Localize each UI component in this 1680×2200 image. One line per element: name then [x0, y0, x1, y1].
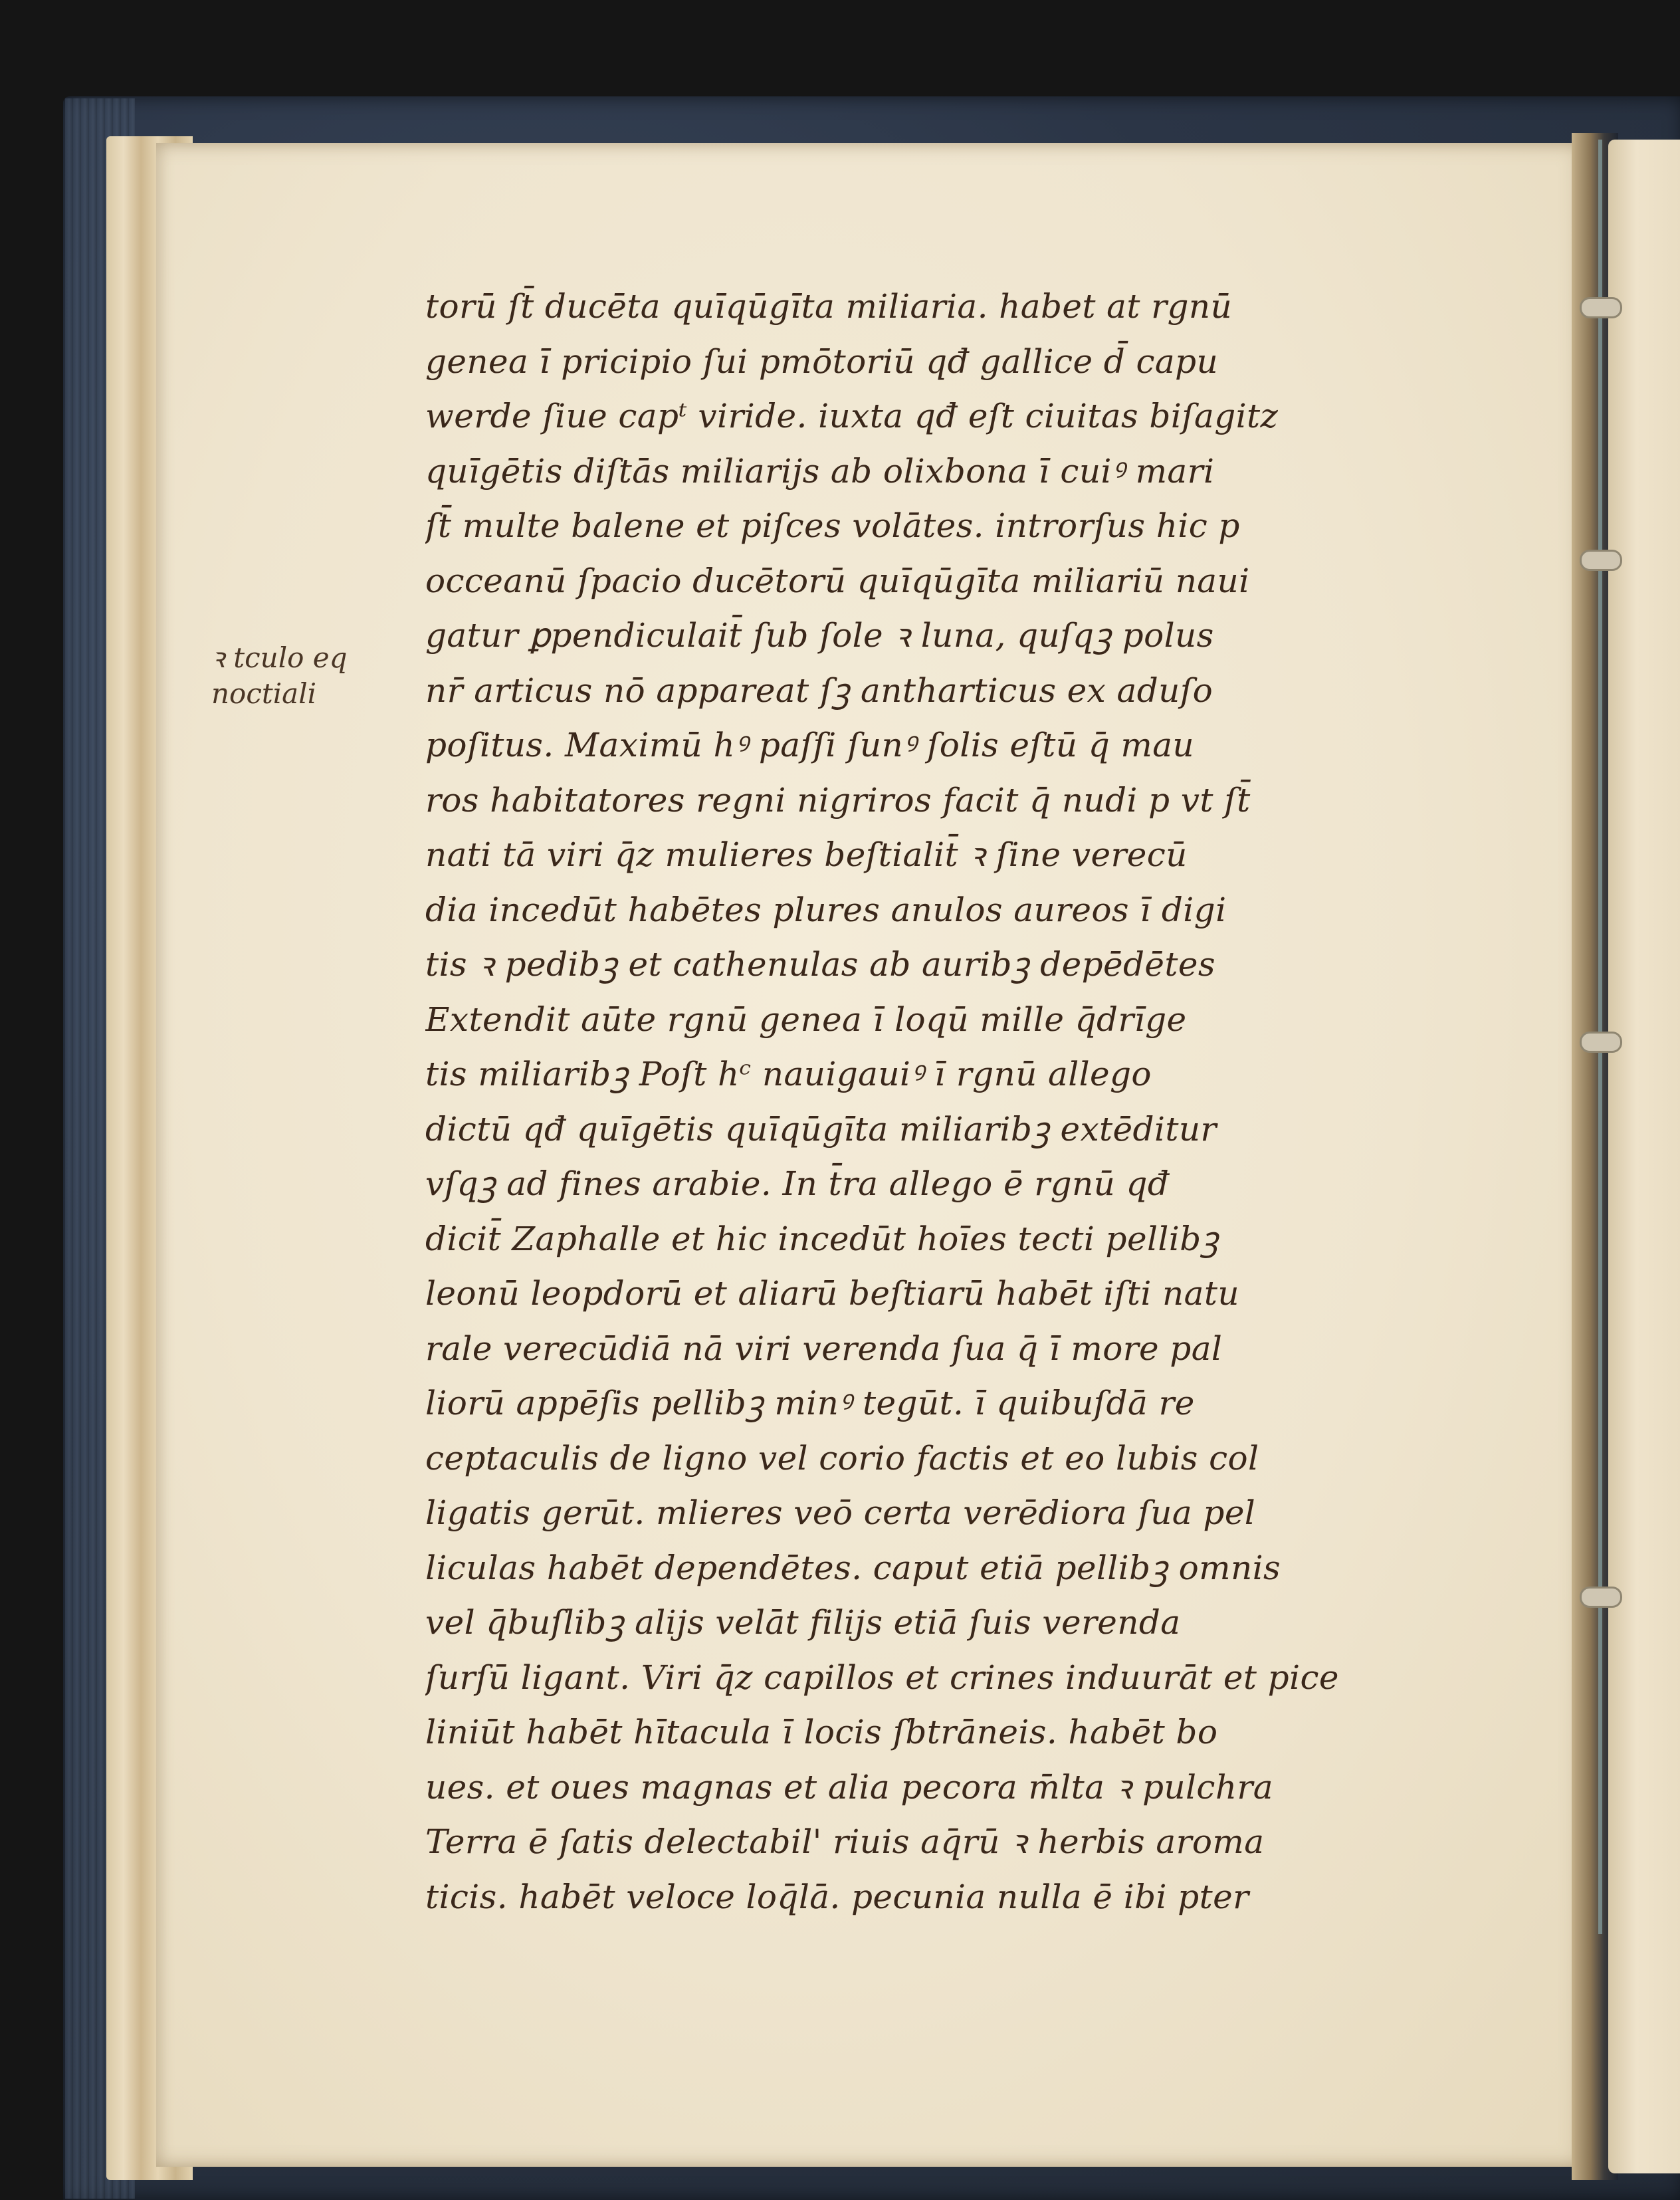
text-line: ſt̄ multe balene et piſces volātes. introrſus hic p — [425, 506, 1240, 545]
text-line: quīgētis diſtās miliarijs ab olixbona ī cuiꝰ mari — [425, 451, 1215, 491]
text-line: rale verecūdiā nā viri verenda ſua q̄ ī more pal — [425, 1329, 1223, 1368]
text-line: ticis. habēt veloce loq̄lā. pecunia nulla ē ibi pter — [425, 1877, 1249, 1916]
text-line: leonū leopdorū et aliarū beſtiarū habēt iſti natu — [425, 1274, 1239, 1313]
margin-note — [211, 640, 404, 712]
text-line: liniūt habēt hītacula ī locis ſbtrāneis. habēt bo — [425, 1713, 1218, 1751]
text-line: genea ī pricipio ſui pmōtoriū qđ gallice d̄ capu — [425, 342, 1219, 381]
text-line: vſqꝫ ad fines arabie. In t̄ra allego ē rgnū qđ — [425, 1164, 1170, 1203]
text-line: dicit̄ Zaphalle et hic incedūt hoīes tecti pellibꝫ — [425, 1219, 1219, 1258]
binding-thread-4 — [1582, 1589, 1620, 1606]
text-line: Extendit aūte rgnū genea ī loqū mille q̄drīge — [425, 1000, 1187, 1039]
text-line: gatur ꝑpendiculait̄ ſub ſole ꝛ luna, quſqꝫ polus — [425, 616, 1214, 655]
binding-thread-2 — [1582, 552, 1620, 569]
text-line: torū ſt̄ ducēta quīqūgīta miliaria. habet at rgnū — [425, 287, 1233, 326]
text-line: ros habitatores regni nigriros facit q̄ nudi p vt ſt̄ — [425, 780, 1251, 820]
text-line: dia incedūt habētes plures anulos aureos ī digi — [425, 890, 1227, 929]
text-line: werde ſiue capᵗ viride. iuxta qđ eſt ciuitas biſagitz — [425, 397, 1279, 435]
text-line: liorū appēſis pellibꝫ minꝰ tegūt. ī quibuſdā re — [425, 1384, 1195, 1422]
text-line: nr̄ articus nō appareat ſꝫ antharticus ex aduſo — [425, 671, 1213, 710]
text-line: tis ꝛ pedibꝫ et cathenulas ab auribꝫ depēdētes — [425, 945, 1215, 984]
margin-note-line: ꝛ tculo eq — [211, 641, 348, 674]
margin-note-line: noctiali — [211, 677, 317, 710]
text-line: vel q̄buſlibꝫ alijs velāt filijs etiā ſuis verenda — [425, 1603, 1181, 1642]
text-line: nati tā viri q̄z mulieres beſtialit̄ ꝛ ſine verecū — [425, 835, 1188, 874]
text-line: poſitus. Maximū hꝰ paſſi ſunꝰ ſolis eſtū q̄ mau — [425, 726, 1195, 764]
text-line: Terra ē ſatis delectabil' riuis aq̄rū ꝛ herbis aroma — [425, 1822, 1265, 1861]
binding-thread-1 — [1582, 299, 1620, 316]
main-text-block — [425, 279, 1462, 1924]
text-line: dictū qđ quīgētis quīqūgīta miliaribꝫ extēditur — [425, 1109, 1217, 1149]
text-line: ceptaculis de ligno vel corio factis et eo lubis col — [425, 1438, 1259, 1478]
binding-thread-3 — [1582, 1034, 1620, 1051]
text-line: liculas habēt dependētes. caput etiā pellibꝫ omnis — [425, 1548, 1281, 1587]
text-line: tis miliaribꝫ Poſt hᶜ nauigauiꝰ ī rgnū allego — [425, 1055, 1152, 1093]
text-line: ligatis gerūt. mlieres veō certa verēdiora ſua pel — [425, 1493, 1256, 1532]
text-line: ſurſū ligant. Viri q̄z capillos et crines induurāt et pice — [425, 1658, 1339, 1697]
facing-page-edge — [1608, 140, 1680, 2173]
text-line: occeanū ſpacio ducētorū quīqūgīta miliariū naui — [425, 561, 1250, 600]
text-line: ues. et oues magnas et alia pecora m̄lta ꝛ pulchra — [425, 1767, 1273, 1807]
